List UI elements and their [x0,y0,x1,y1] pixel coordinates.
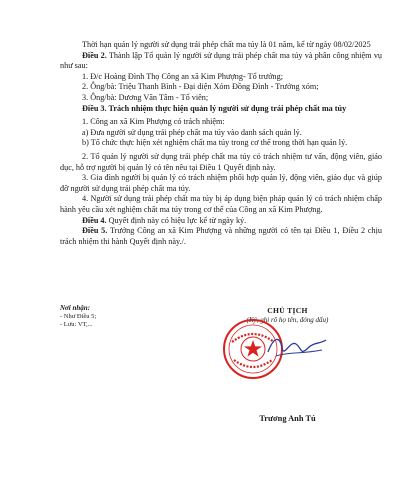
recipient-item: - Lưu: VT,... [60,321,93,329]
article-4-text: Quyết định này có hiệu lực kể từ ngày ký. [108,215,247,225]
paragraph-article-2 [60,51,382,72]
article-2-heading: Điều 2. [82,50,107,60]
clause-3-2: 2. Tổ quản lý người sử dụng trái phép chất ma túy có trách nhiệm tư vấn, động viên, giáo dục, hỗ trợ người bị quản lý có tên nêu tại Điều 1 Quyết định này. [60,151,382,172]
article-2-text: Thành lập Tổ quản lý người sử dụng trái phép chất ma túy và phân công nhiệm vụ như sau: [60,50,383,71]
clause-3-1-a: a) Đưa người sử dụng trái phép chất ma túy vào danh sách quản lý. [82,127,302,137]
member-2: 2. Ông/bà: Triệu Thanh Bình - Đại diện Xóm Đồng Đình - Trưởng xóm; [82,82,319,92]
clause-3-4: 4. Người sử dụng trái phép chất ma túy bị áp dụng biện pháp quản lý có trách nhiệm chấp hành yêu cầu xét nghiệm chất ma túy trong cơ thể của Công an xã Kim Phượng. [60,194,382,214]
article-5-heading: Điều 5. [82,226,108,236]
clause-3-3: 3. Gia đình người bị quản lý có trách nhiệm phối hợp quản lý, động viên, giáo dục và giúp đỡ người sử dụng trái phép chất ma túy. [60,173,382,193]
signer-title: CHỦ TỊCH [267,306,308,315]
clause-3-1-b: b) Tổ chức thực hiện xét nghiệm chất ma túy trong cơ thể trong thời hạn quản lý. [82,138,348,148]
signature-note: (Ký, ghi rõ họ tên, đóng dấu) [246,315,329,324]
paragraph-validity: Thời hạn quản lý người sử dụng trái phép chất ma túy là 01 năm, kể từ ngày 08/02/2025 [82,40,371,49]
recipients-block [60,304,180,330]
clause-3-1: 1. Công an xã Kim Phượng có trách nhiệm: [82,117,225,127]
member-3: 3. Ông/bà: Dương Văn Tâm - Tổ viên; [82,92,209,102]
signer-name: Trương Anh Tú [259,414,316,423]
article-4-heading: Điều 4. [82,215,107,225]
article-5-text: Trưởng Công an xã Kim Phượng và những người có tên tại Điều 1, Điều 2 chịu trách nhiệm thi hành Quyết định này./. [60,226,382,246]
member-1: 1. Đ/c Hoàng Đình Thọ Công an xã Kim Phượng- Tổ trưởng; [82,71,283,81]
article-3-heading: Điều 3. Trách nhiệm thực hiện quản lý người sử dụng trái phép chất ma túy [82,103,347,113]
document-body [60,40,382,247]
recipients-heading: Nơi nhận: [60,304,91,312]
recipient-item: - Như Điều 5; [60,312,97,320]
handwritten-signature [262,330,332,364]
paragraph-article-5 [60,226,382,247]
paragraph-article-4 [60,216,382,227]
